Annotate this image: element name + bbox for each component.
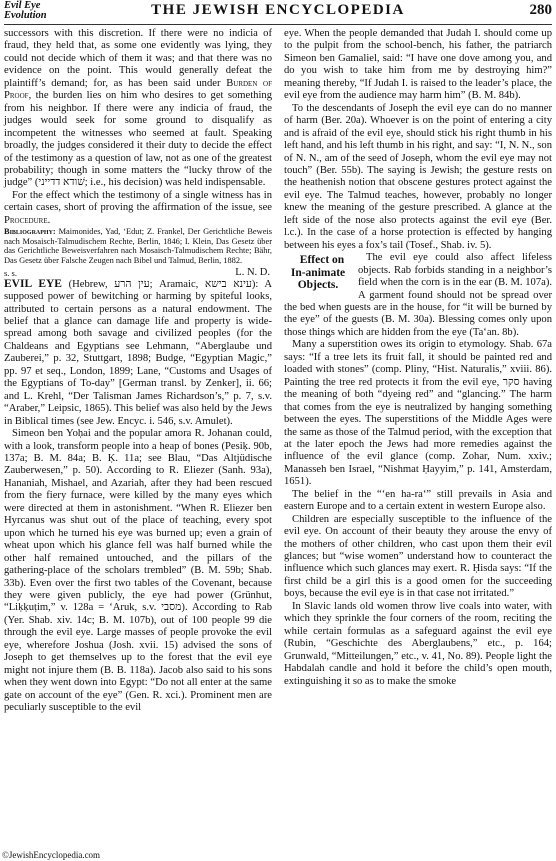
- text-run: eye. When the people demanded that Judah I. should come up to the pulpit from the school-bench, his father, the patriarch Simeon ben Gamaliel, said: “I have one dove among you, and do you wish to take him from me by destroying him?” meaning thereby, “If Judah I. is raised to the leader’s place, the evil eye from the audience may harm him” (B. M. 84b).: [284, 28, 552, 102]
- copyright-footer: ©JewishEncyclopedia.com: [2, 850, 101, 860]
- bibliography-text: Maimonides, Yad, ‘Edut; Z. Frankel, Der Gerichtliche Beweis nach Mosaisch-Talmudischem Rechte, Berlin, 1846; I. Klein, Das Gesetz über das Gerichtliche Beweisverfahren nach Mosaisch-Talmudischem Rechte; Bähr, Das Gesetz über Falsche Zeugen nach Bibel und Talmud, Berlin, 1882.: [4, 227, 272, 266]
- text-run: (Hebrew, עין הרע; Aramaic, עינא בישא): A supposed power of bewitching or harming by spiteful looks, attributed to certain persons as a natural endowment. The belief that a glance can damage life and property is wide-spread among both savage and civilized peoples (for the Chaldeans and Egyptians see Lehmann, “Aberglaube und Zauberei,” p. 32, Stuttgart, 1898; Budge, “Egyptian Magic,” pp. 97 et seq., London, 1899; Lane, “Customs and Usages of the Egyptians of To-day” [German transl. by Zenker], ii. 66; and L. Krehl, “Der Talisman James Richardson’s,” p. 7, s.v. “Araber,” Leipsic, 1865). This belief was also held by the Jews in Biblical times (see Jew. Encyc. i. 546, s.v. Amulet).: [4, 278, 273, 427]
- text-run: .: [47, 214, 51, 226]
- paragraph: [284, 103, 552, 252]
- paragraph: [284, 601, 552, 688]
- signature-line: [4, 267, 272, 278]
- text-run: The evil eye could also affect lifeless objects. Rab forbids standing in a neighbor’s field when the corn is in the ear (B. M. 107a). A garment found should not be spread over the bed when guests are in the house, for “it will be burned by the eye” of the guests (B. M. 30a). Blessing comes only upon those things which are hidden from the eye (Ta‘an. 8b).: [284, 252, 552, 338]
- page-number: 280: [529, 2, 552, 18]
- text-run: Simeon ben Yoḥai and the popular amora R. Johanan could, with a look, transform people into a heap of bones (Pesiḳ. 90b, 137a; B. M. 84a; B. Ḳ. 11a; see Blau, “Das Altjüdische Zauberwesen,” p. 50). According to R. Eliezer (Sanh. 93a), Hananiah, Mishael, and Azariah, after they had been rescued from the fiery furnace, were killed by the many eyes which were directed at them in astonishment. “When R. Eliezer ben Hyrcanus was shut out of the place of teaching, every spot upon which he turned his eye was burned up; even a grain of wheat upon which his glance fell was half burned while the other half remained untouched, and the pillars of the gathering-place of the scholars trembled” (B. M. 59b; Shab. 33b). Even over the first two tables of the Covenant, because they were given publicly, the eye had power (Grünhut, “Liḳḳuṭim,” v. 128a = ‘Aruk, s.v. מסבי). According to Rab (Yer. Shab. xiv. 14c; B. M. 107b), out of 100 people 99 die through the evil eye. Large masses of people provoke the evil eye, wherefore Joshua (Josh. xvii. 15) advised the sons of Joseph to get themselves up to the forest that the evil eye might not injure them (B. B. 118a). Jacob also said to his sons when they went down into Egypt: “Do not all enter at the same gate on account of the eye” (Gen. R. xci.). Prominent men are peculiarly susceptible to the evil: [4, 428, 272, 714]
- paragraph: [4, 190, 272, 227]
- author-initials: L. N. D.: [235, 266, 270, 278]
- side-heading: Effect on In-animate Objects.: [290, 254, 346, 292]
- entry-paragraph: [4, 278, 272, 428]
- text-run: To the descendants of Joseph the evil eye can do no manner of harm (Ber. 20a). Whoever is on the point of entering a city and is afraid of the evil eye, should stick his right thumb in his left hand, and his left thumb in his right, and say: “I, N. N., son of N. N., am of the seed of Joseph, whom the evil eye may not touch” (Ber. 55b). The saying is Jewish; the gesture rests on the heathenish notion that obscene gestures protect against the evil eye. The Talmud teaches, however, probably no longer knew the meaning of the gesture prescribed. A glance at the left side of the nose also protects against the evil eye (Ber. l.c.). In the case of a horse protection is effected by hanging between his eyes a fox’s tail (Tosef., Shab. iv. 5).: [284, 102, 552, 251]
- entry-headword: EVIL EYE: [4, 277, 62, 290]
- text-run: Many a superstition owes its origin to etymology. Shab. 67a says: “If a tree lets its fruit fall, it should be painted red and loaded with stones” (comp. Pliny, “Hist. Naturalis,” xviii. 86). Painting the tree red protects it from the evil eye, סקר having the meaning of both “dyeing red” and “glancing.” The harm that comes from the eye is neutralized by hanging something between the eyes. The superstitions of the Middle Ages were the same as those of the Talmud period, with the exception that at the later epoch the Jews had more remedies against the influence of the evil glance (comp. Zohar, Num. xxiv.; Manasseh ben Israel, “Nishmat Ḥayyim,” p. 141, Amsterdam, 1651).: [284, 339, 552, 488]
- text-run: For the effect which the testimony of a single witness has in certain cases, short of proving the affirmation of the issue, see: [4, 189, 272, 214]
- text-run: successors with this discretion. If there were no indicia of fraud, they held that, as some one evidently was lying, they could not decide which of them it was; and that there was no evidence on the point. This would generally defeat the plaintiff’s demand; for, as has been said under: [4, 28, 272, 89]
- paragraph: [284, 489, 552, 514]
- paragraph: [284, 514, 552, 601]
- page-header: [4, 1, 552, 23]
- bibliography: [4, 227, 272, 265]
- paragraph: [284, 252, 552, 339]
- paragraph: [4, 428, 272, 714]
- paragraph: [284, 28, 552, 103]
- bibliography-label: Bibliography:: [4, 227, 56, 237]
- cross-reference-link[interactable]: Procedure: [4, 214, 48, 226]
- subject-code: s. s.: [4, 267, 17, 278]
- paragraph: [284, 339, 552, 488]
- text-run: , the burden lies on him who desires to get something from his neighbor. If there were any indicia of fraud, the judges would seek for some ground to disqualify as incompetent the witnesses who seemed at fault. Speaking broadly, the judges considered it their duty to decide the effect of the testimony as a question of law, not as one of the greatest probability; though in some matters the “lucky throw of the judge” (שׁודא דדייני; i.e., his decision) was held indispensable.: [4, 90, 272, 189]
- cross-reference-link[interactable]: Burden of Proof: [4, 77, 273, 102]
- text-run: In Slavic lands old women throw live coals into water, with which they sprinkle the four corners of the room, reciting the while certain formulas as a safeguard against the evil eye (Rubin, “Geschichte des Aberglaubens,” etc., p. 164; Grunwald, “Mitteilungen,” etc., v. 41, No. 89). People light the Habdalah candle and hold it before the child’s open mouth, extinguishing it so as to make the smoke: [284, 600, 552, 687]
- text-run: The belief in the “‘en ha-ra‘” still prevails in Asia and eastern Europe and to a certain extent in western Europe also.: [284, 488, 552, 513]
- right-column: [284, 28, 552, 688]
- paragraph: [4, 28, 272, 190]
- left-column: [4, 28, 272, 714]
- publication-title: THE JEWISH ENCYCLOPEDIA: [151, 2, 405, 18]
- running-head-first: Evil Eye: [4, 0, 41, 11]
- running-head-last: Evolution: [4, 10, 47, 21]
- text-run: Children are especially susceptible to the influence of the evil eye. On account of their beauty they arouse the envy of the mothers of other children, who cast upon them their evil glances; but “wise women” understand how to counteract the influence which such glances may exert. R. Ḥisda says: “If the first child be a girl this is a good omen for the succeeding boys, because the evil eye is in that case not irritated.”: [284, 513, 552, 600]
- header-rule: [4, 24, 552, 25]
